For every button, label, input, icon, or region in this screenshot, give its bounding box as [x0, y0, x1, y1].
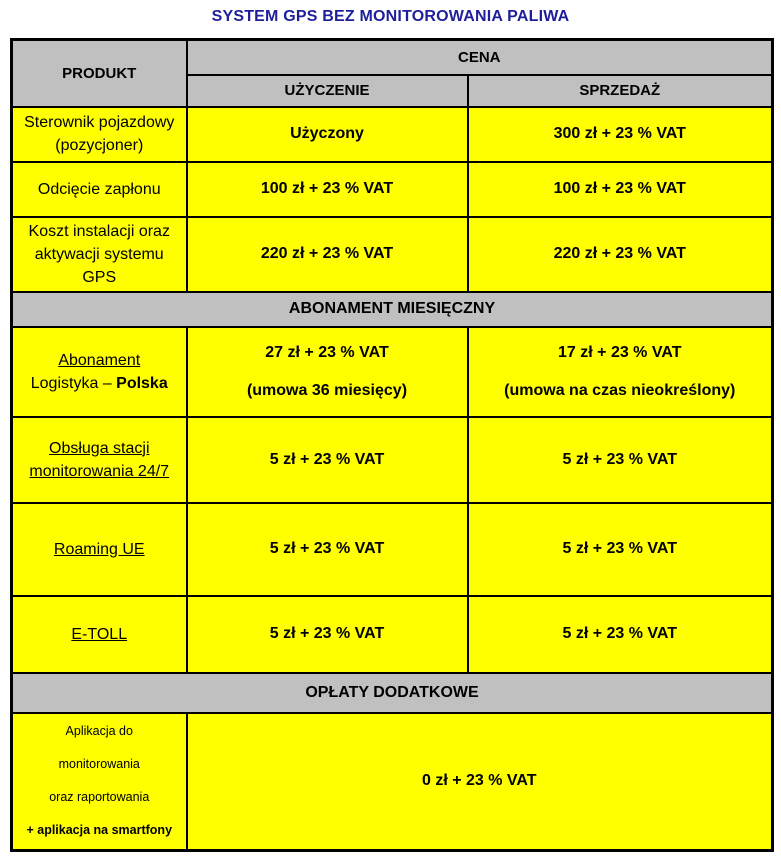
table-row-etoll — [12, 596, 773, 673]
product-aplikacja-line3: oraz raportowania — [49, 790, 150, 805]
product-cell-roaming: Roaming UE — [12, 503, 187, 596]
table-row-roaming — [12, 503, 773, 596]
product-cell-koszt: Koszt instalacji oraz aktywacji systemu GPS — [12, 217, 187, 292]
product-cell-etoll: E-TOLL — [12, 596, 187, 673]
value-uzyczenie-roaming: 5 zł + 23 % VAT — [187, 503, 468, 596]
pricing-table — [10, 38, 774, 852]
product-cell-sterownik: Sterownik pojazdowy (pozycjoner) — [12, 107, 187, 162]
value-sprzedaz-etoll: 5 zł + 23 % VAT — [468, 596, 773, 673]
table-row-sterownik — [12, 107, 773, 162]
page-title: SYSTEM GPS BEZ MONITOROWANIA PALIWA — [211, 8, 570, 25]
table-row-abonament — [12, 327, 773, 417]
value-sprzedaz-obsluga: 5 zł + 23 % VAT — [468, 417, 773, 503]
value-uzyczenie-etoll: 5 zł + 23 % VAT — [187, 596, 468, 673]
value-cena-aplikacja — [187, 713, 773, 851]
header-cena: CENA — [187, 40, 773, 75]
product-cell-obsluga: Obsługa stacji monitorowania 24/7 — [12, 417, 187, 503]
value-sprzedaz-abonament — [468, 327, 773, 417]
table-row-koszt — [12, 217, 773, 292]
product-abonament-line1: Abonament — [58, 351, 141, 369]
product-aplikacja-line1: Aplikacja do — [65, 724, 133, 739]
price-line: 17 zł + 23 % VAT — [558, 343, 682, 361]
product-cell-odciecie: Odcięcie zapłonu — [12, 162, 187, 217]
price-line: 0 zł + 23 % VAT — [421, 772, 537, 790]
header-uzyczenie: UŻYCZENIE — [187, 75, 468, 107]
price-note: (umowa na czas nieokreślony) — [504, 381, 736, 399]
product-abonament-line2: Logistyka – Polska — [30, 374, 168, 392]
price-note: (umowa 36 miesięcy) — [246, 381, 408, 399]
product-aplikacja-line2: monitorowania — [58, 757, 140, 772]
value-sprzedaz-koszt: 220 zł + 23 % VAT — [468, 217, 773, 292]
value-sprzedaz-roaming: 5 zł + 23 % VAT — [468, 503, 773, 596]
value-sprzedaz-sterownik: 300 zł + 23 % VAT — [468, 107, 773, 162]
header-sprzedaz: SPRZEDAŻ — [468, 75, 773, 107]
price-line: 27 zł + 23 % VAT — [265, 343, 389, 361]
table-row-aplikacja — [12, 713, 773, 851]
product-cell-aplikacja — [12, 713, 187, 851]
table-row-obsluga — [12, 417, 773, 503]
value-uzyczenie-sterownik: Użyczony — [187, 107, 468, 162]
value-uzyczenie-koszt: 220 zł + 23 % VAT — [187, 217, 468, 292]
table-row-odciecie — [12, 162, 773, 217]
header-row-cena — [12, 40, 773, 75]
header-produkt: PRODUKT — [12, 40, 187, 107]
value-uzyczenie-abonament — [187, 327, 468, 417]
section-row-abonament — [12, 292, 773, 327]
product-cell-abonament — [12, 327, 187, 417]
section-header-oplaty: OPŁATY DODATKOWE — [12, 673, 773, 713]
product-aplikacja-line4: + aplikacja na smartfony — [26, 823, 173, 838]
section-header-abonament: ABONAMENT MIESIĘCZNY — [12, 292, 773, 327]
value-uzyczenie-obsluga: 5 zł + 23 % VAT — [187, 417, 468, 503]
section-row-oplaty — [12, 673, 773, 713]
value-uzyczenie-odciecie: 100 zł + 23 % VAT — [187, 162, 468, 217]
value-sprzedaz-odciecie: 100 zł + 23 % VAT — [468, 162, 773, 217]
